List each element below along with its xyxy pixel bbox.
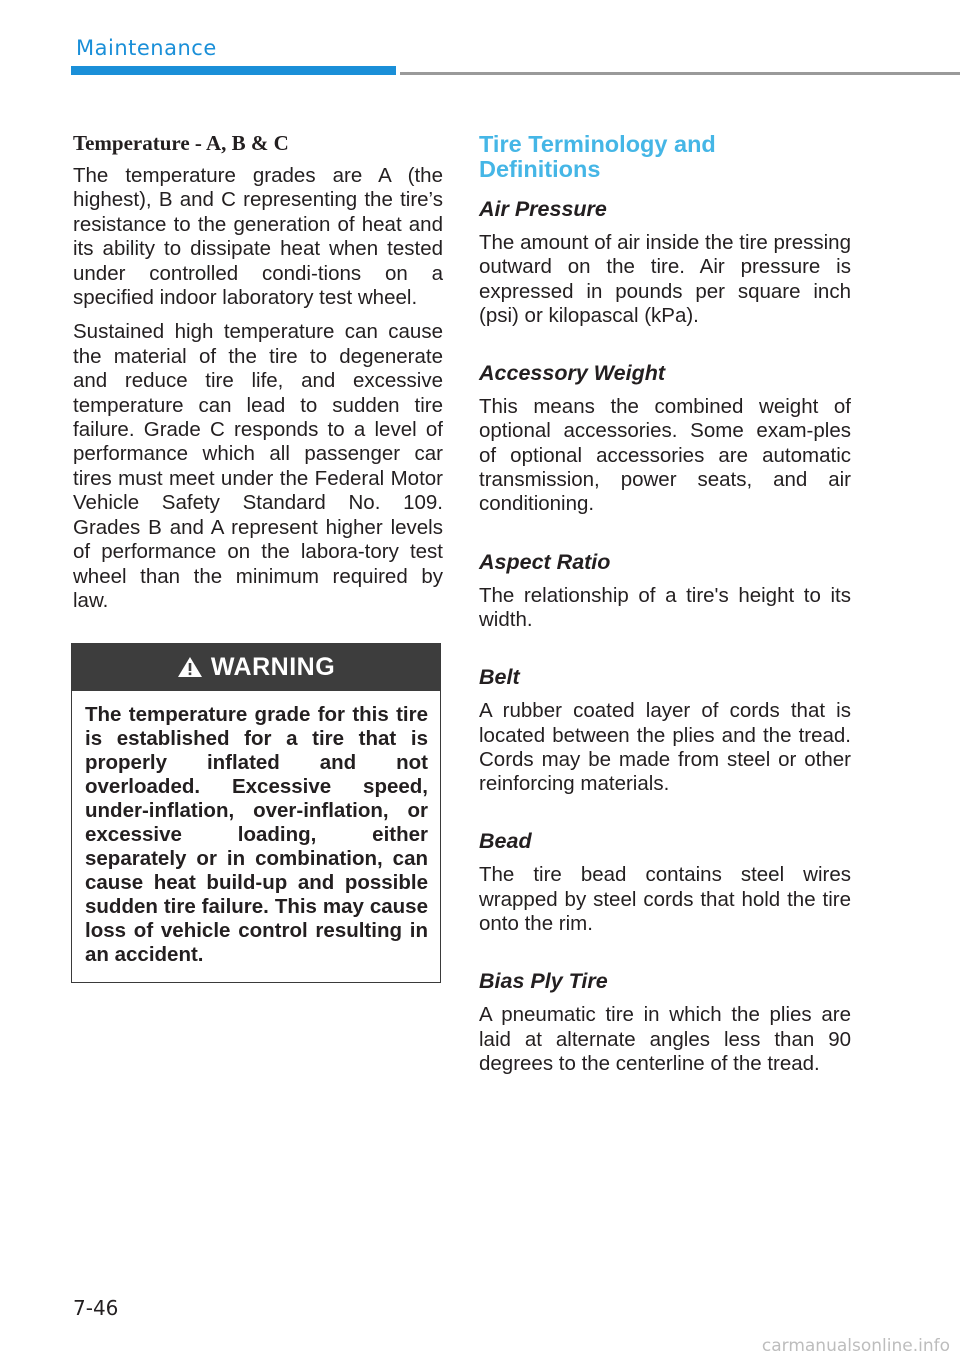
term-bead [479, 828, 851, 936]
term-definition: The relationship of a tire's height to its width. [479, 583, 851, 631]
left-column [73, 130, 443, 983]
term-accessory-weight [479, 360, 851, 516]
warning-triangle-icon [177, 656, 203, 678]
term-definition: The tire bead contains steel wires wrapped by steel cords that hold the tire onto the rim. [479, 863, 851, 936]
warning-header [72, 643, 440, 691]
warning-title: WARNING [210, 652, 336, 681]
term-title: Aspect Ratio [479, 549, 611, 574]
term-title: Accessory Weight [479, 361, 666, 386]
term-aspect-ratio [479, 549, 851, 633]
heading-line-1: Tire Terminology and [479, 131, 716, 157]
warning-box [71, 643, 441, 983]
temperature-paragraph-1: The temperature grades are A (the highest), B and C representing the tire’s resistance to the generation of heat and its ability to dissipate heat when tested under controlled condi-tions on a specified indoor laboratory test wheel. [73, 164, 443, 310]
term-title: Bead [479, 829, 532, 854]
page-number: 7-46 [73, 1296, 119, 1320]
term-definition: A pneumatic tire in which the plies are laid at alternate angles less than 90 degrees to the centerline of the tread. [479, 1003, 851, 1075]
temperature-heading: Temperature - A, B & C [73, 131, 289, 155]
right-column [479, 130, 851, 1108]
term-title: Bias Ply Tire [479, 969, 608, 994]
term-air-pressure [479, 196, 851, 328]
header-rule [400, 72, 960, 75]
tire-terminology-heading [479, 132, 851, 182]
term-bias-ply-tire [479, 968, 851, 1076]
term-title: Belt [479, 665, 520, 690]
term-definition: This means the combined weight of optional accessories. Some exam-ples of optional accessories are automatic transmission, power seats, and air conditioning. [479, 395, 851, 516]
temperature-paragraph-2: Sustained high temperature can cause the material of the tire to degenerate and reduce tire life, and excessive temperature can lead to sudden tire failure. Grade C responds to a level of performance which all passenger car tires must meet under the Federal Motor Vehicle Safety Standard No. 109. Grades B and A represent higher levels of performance on the labora-tory test wheel than the minimum required by law. [73, 320, 443, 612]
heading-line-2: Definitions [479, 156, 601, 182]
section-title: Maintenance [76, 36, 217, 60]
warning-text: The temperature grade for this tire is established for a tire that is properly inflated and not overloaded. Excessive speed, under-inflation, over-inflation, or excessive loading, either separately or in combination, can cause heat build-up and possible sudden tire failure. This may cause loss of vehicle control resulting in an accident. [85, 703, 428, 967]
term-definition: The amount of air inside the tire pressing outward on the tire. Air pressure is expressed in pounds per square inch (psi) or kilopascal (kPa). [479, 231, 851, 327]
term-title: Air Pressure [479, 197, 607, 221]
header-accent-bar [71, 66, 396, 75]
term-belt [479, 664, 851, 796]
term-definition: A rubber coated layer of cords that is located between the plies and the tread. Cords may be made from steel or other reinforcing materials. [479, 699, 851, 796]
site-watermark: carmanualsonline.info [761, 1336, 950, 1356]
